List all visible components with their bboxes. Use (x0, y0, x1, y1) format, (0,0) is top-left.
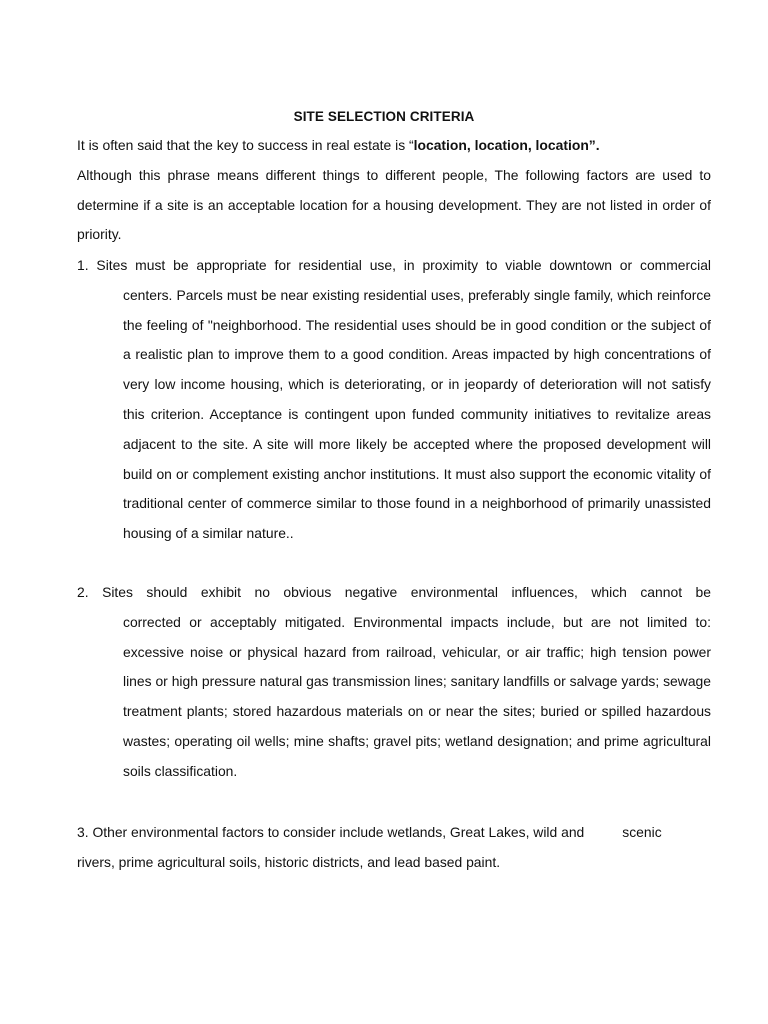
criterion-1 (77, 251, 711, 549)
intro-line (77, 131, 711, 161)
document-title: SITE SELECTION CRITERIA (293, 109, 475, 124)
criterion-3-second-line: rivers, prime agricultural soils, historic districts, and lead based paint. (77, 853, 501, 870)
criterion-3-first-line (77, 818, 711, 848)
criterion-2 (77, 578, 711, 787)
intro-paragraph: Although this phrase means different things to different people, The following factors are used to determine if a site is an acceptable location for a housing development. They are not listed in order of priority. (77, 166, 711, 243)
criterion-1-first-line: 1. Sites must be appropriate for residential use, in proximity to viable downtown or commercial (77, 257, 711, 273)
criterion-2-first-line: 2. Sites should exhibit no obvious negative environmental influences, which cannot be (77, 584, 711, 600)
intro-emphasis: location, location, location”. (413, 137, 600, 153)
criterion-1-body: centers. Parcels must be near existing residential uses, preferably single family, which reinforce the feeling of "neighborhood. The residential uses should be in good condition or the subject of a realistic plan to improve them to a good condition. Areas impacted by high concentrations of very low income housing, which is deteriorating, or in jeopardy of deterioration will not satisfy this criterion. Acceptance is contingent upon funded community initiatives to revitalize areas adjacent to the site. A site will more likely be accepted where the proposed development will build on or complement existing anchor institutions. It must also support the economic vitality of traditional center of commerce similar to those found in a neighborhood of primarily unassisted housing of a similar nature.. (123, 286, 711, 542)
criterion-2-body: corrected or acceptably mitigated. Environmental impacts include, but are not limited to: excessive noise or physical hazard from railroad, vehicular, or air traffic; high tension power lines or high pressure natural gas transmission lines; sanitary landfills or salvage yards; sewage treatment plants; stored hazardous materials on or near the sites; buried or spilled hazardous wastes; operating oil wells; mine shafts; gravel pits; wetland designation; and prime agricultural soils classification. (123, 613, 711, 779)
intro-line-text: It is often said that the key to success in real estate is “ (77, 137, 414, 153)
criterion-3-text-a: 3. Other environmental factors to consider include wetlands, Great Lakes, wild and (77, 824, 585, 840)
intro-section (77, 131, 711, 250)
criterion-3-text-b: scenic (622, 824, 662, 840)
criterion-3 (77, 818, 711, 878)
